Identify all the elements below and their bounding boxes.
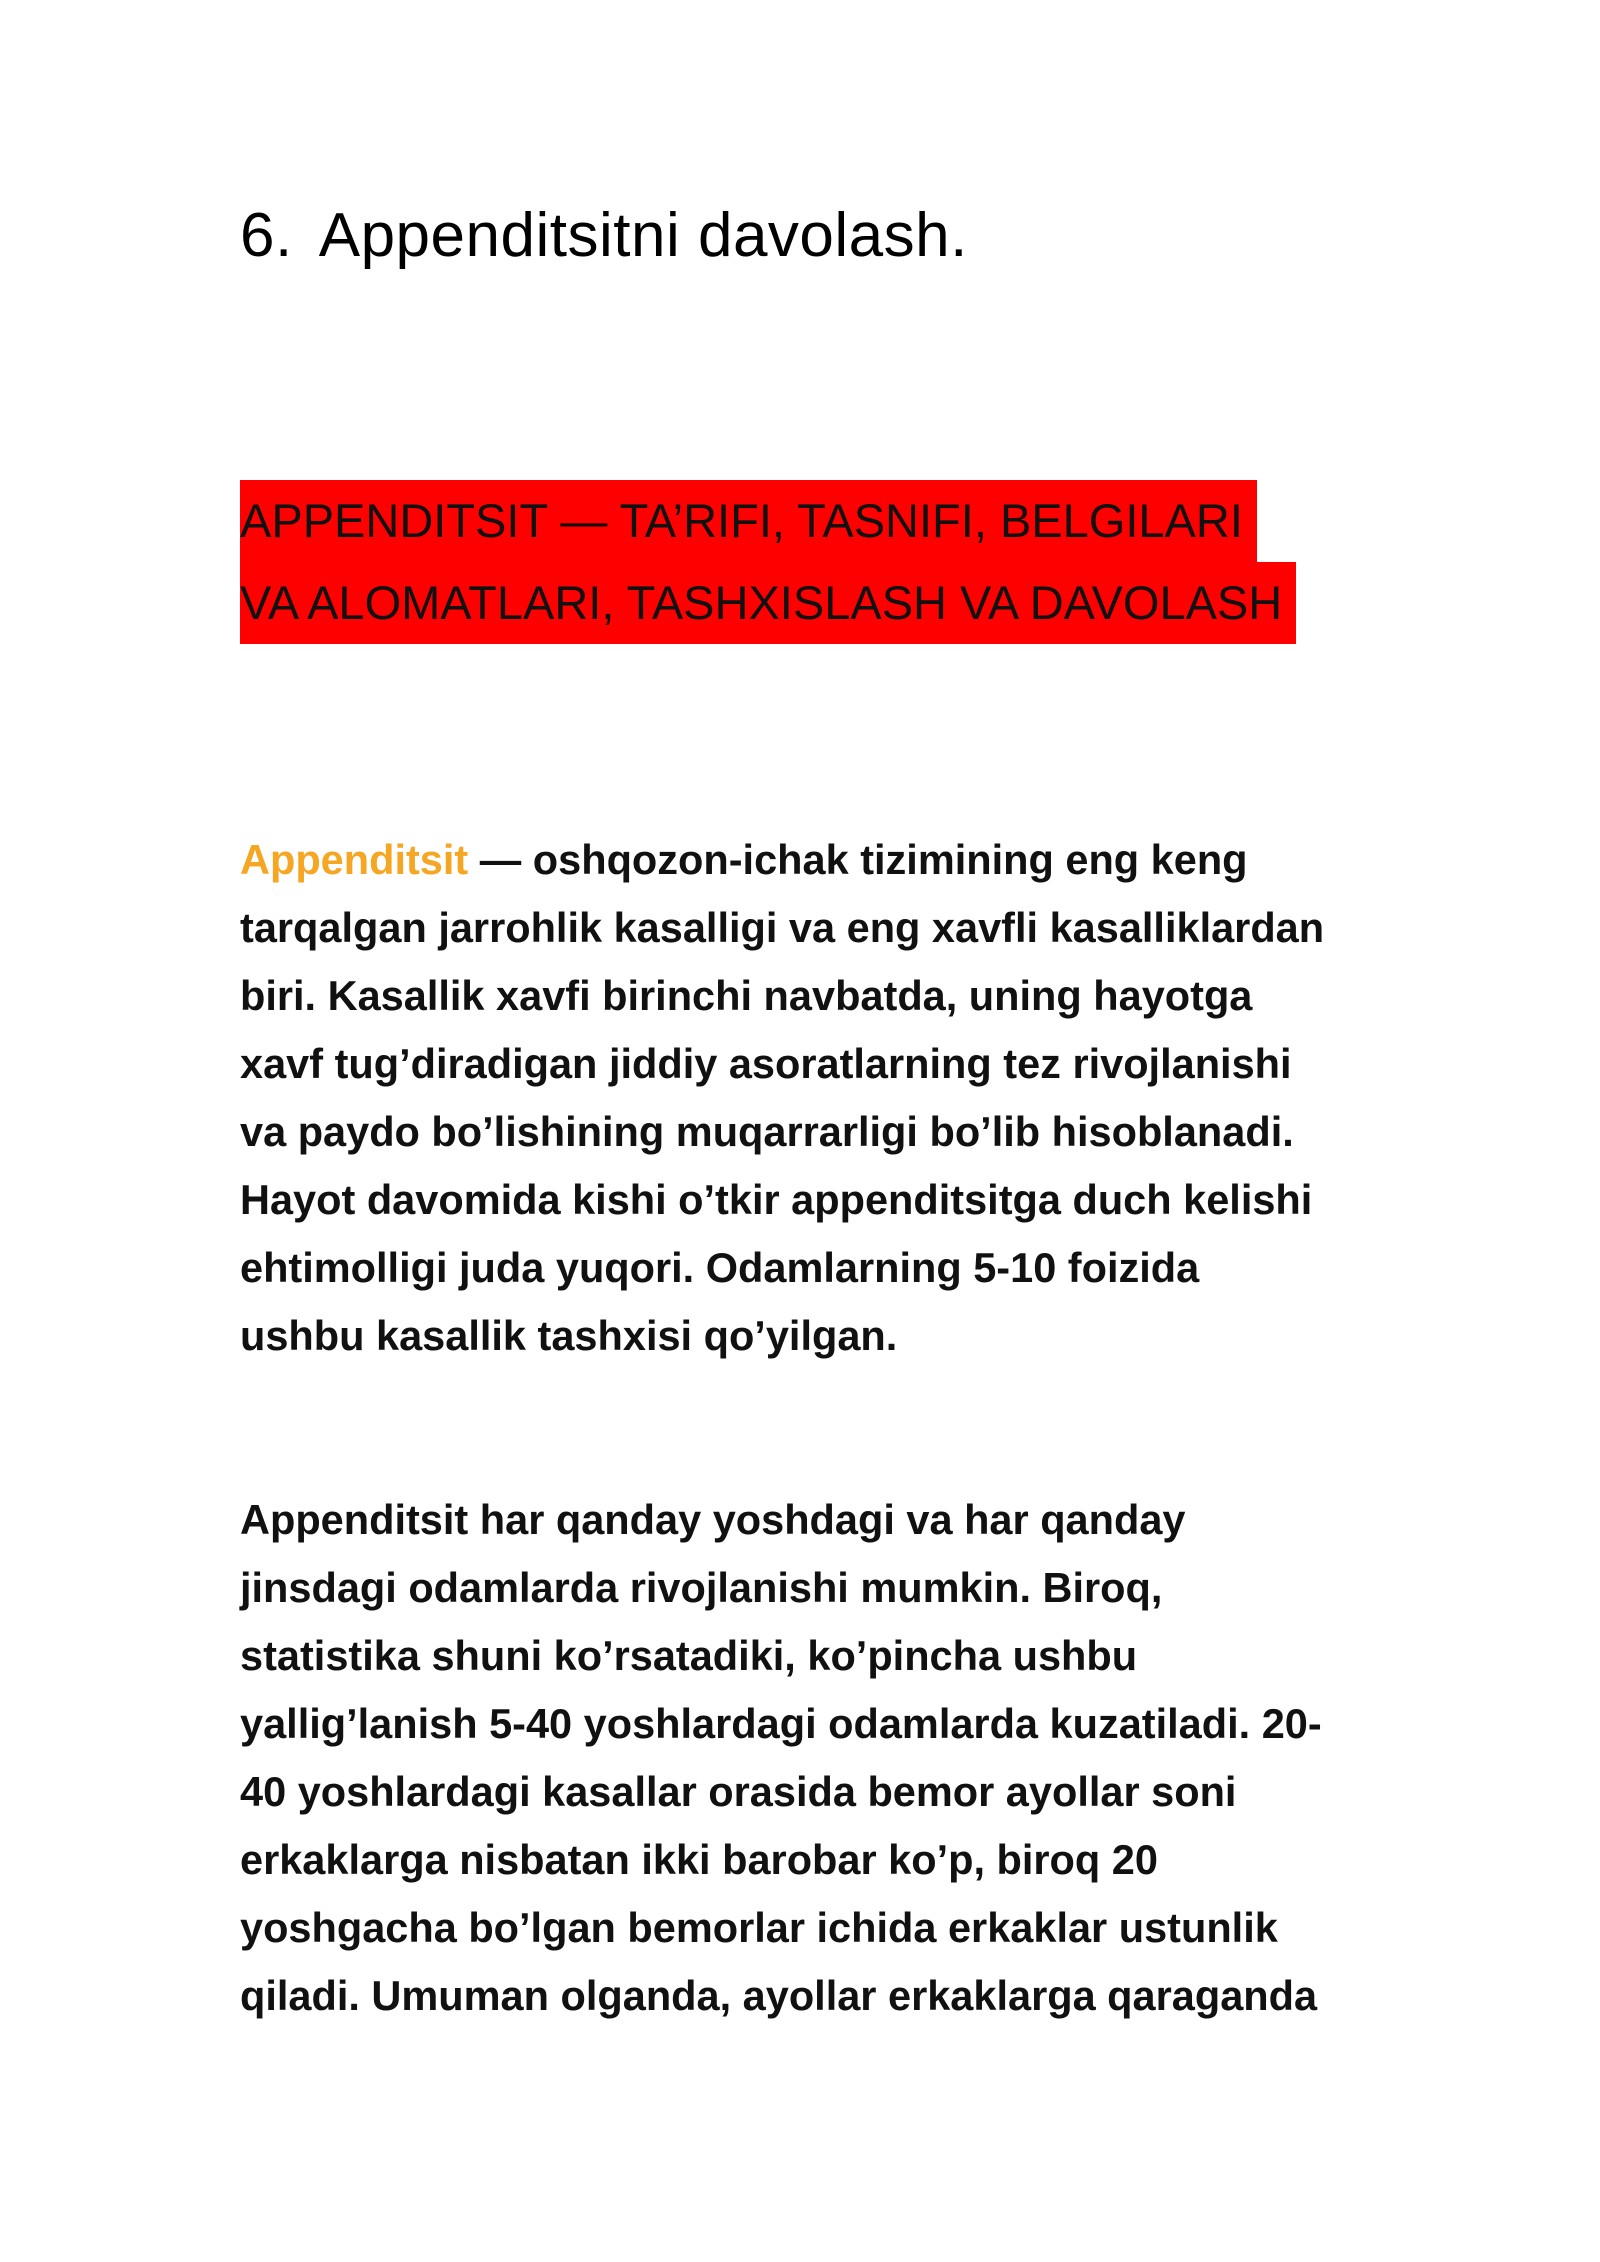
section-heading [240, 196, 968, 276]
highlighted-title-banner [240, 480, 1296, 644]
section-title: Appenditsitni davolash. [318, 201, 968, 270]
paragraph-statistics [240, 1486, 1370, 2030]
paragraph-line-text: — oshqozon-ichak tizimining eng keng [468, 836, 1248, 883]
banner-line: VA ALOMATLARI, TASHXISLASH VA DAVOLASH [240, 562, 1296, 644]
paragraph-line: 40 yoshlardagi kasallar orasida bemor ayollar soni [240, 1768, 1237, 1815]
paragraph-line: qiladi. Umuman olganda, ayollar erkaklarga qaraganda [240, 1972, 1318, 2019]
highlighted-term: Appenditsit [240, 836, 469, 883]
paragraph-line: yallig’lanish 5-40 yoshlardagi odamlarda kuzatiladi. 20- [240, 1700, 1322, 1747]
paragraph-line: va paydo bo’lishining muqarrarligi bo’lib hisoblanadi. [240, 1108, 1294, 1155]
paragraph-line: statistika shuni ko’rsatadiki, ko’pincha ushbu [240, 1632, 1138, 1679]
paragraph-line: Hayot davomida kishi o’tkir appenditsitga duch kelishi [240, 1176, 1313, 1223]
paragraph-line: tarqalgan jarrohlik kasalligi va eng xavfli kasalliklardan [240, 904, 1325, 951]
paragraph-line: biri. Kasallik xavfi birinchi navbatda, uning hayotga [240, 972, 1253, 1019]
paragraph-line: jinsdagi odamlarda rivojlanishi mumkin. Biroq, [240, 1564, 1163, 1611]
paragraph-line: erkaklarga nisbatan ikki barobar ko’p, biroq 20 [240, 1836, 1158, 1883]
paragraph-line: ehtimolligi juda yuqori. Odamlarning 5-10 foizida [240, 1244, 1200, 1291]
paragraph-definition [240, 826, 1370, 1370]
banner-line: APPENDITSIT — TA’RIFI, TASNIFI, BELGILARI [240, 480, 1257, 562]
paragraph-line [240, 826, 1370, 894]
paragraph-line: ushbu kasallik tashxisi qo’yilgan. [240, 1312, 898, 1359]
paragraph-line: xavf tug’diradigan jiddiy asoratlarning tez rivojlanishi [240, 1040, 1292, 1087]
section-number: 6. [240, 201, 293, 270]
paragraph-line: yoshgacha bo’lgan bemorlar ichida erkaklar ustunlik [240, 1904, 1278, 1951]
paragraph-line: Appenditsit har qanday yoshdagi va har qanday [240, 1496, 1186, 1543]
